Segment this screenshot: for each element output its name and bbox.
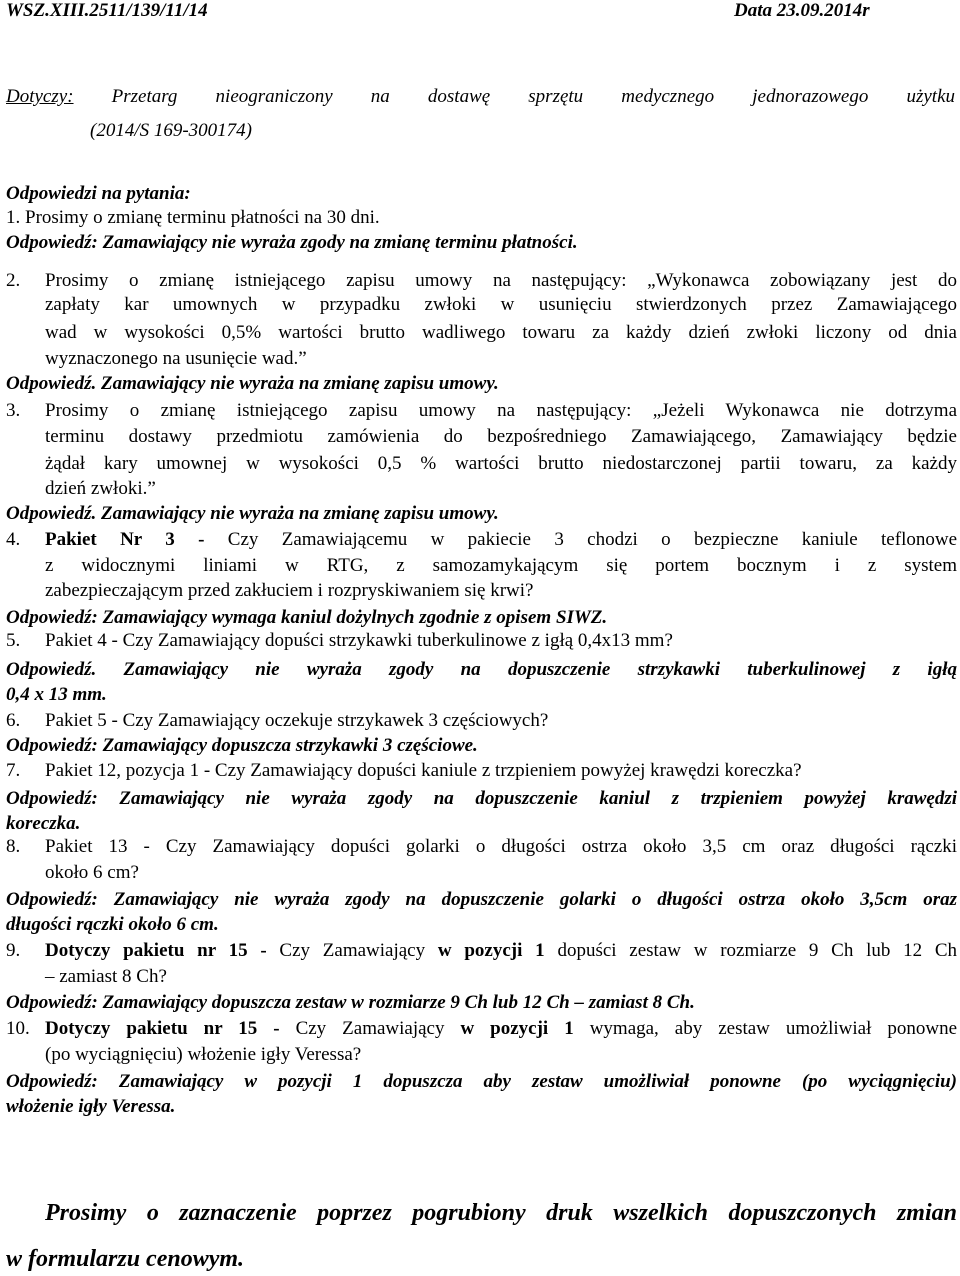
answer-line: Zamawiający nie wyraża na zmianę zapisu umowy. bbox=[101, 373, 499, 394]
answer-line: Zamawiający nie wyraża zgody na dopuszczenie kaniul z trzpieniem powyżej krawędzi bbox=[119, 788, 958, 809]
answer-2 bbox=[6, 373, 499, 395]
question-line: zapłaty kar umownych w przypadku zwłoki w usunięciu stwierdzonych przez Zamawiającego bbox=[45, 294, 957, 315]
question-line: zabezpieczającym przed zakłuciem i rozpryskiwaniem się krwi? bbox=[45, 580, 534, 601]
subject-text: Przetarg nieograniczony na dostawę sprzętu medycznego jednorazowego użytku bbox=[111, 86, 955, 107]
question-bold-mid: w pozycji 1 bbox=[437, 940, 545, 961]
question-line: (po wyciągnięciu) włożenie igły Veressa? bbox=[45, 1044, 362, 1065]
item-3-number: 3. bbox=[6, 400, 21, 421]
question-line: żądał kary umownej w wysokości 0,5 % wartości brutto niedostarczonej partii towaru, za każdy bbox=[45, 453, 957, 474]
question-line bbox=[45, 1018, 957, 1040]
answer-label: Odpowiedź: bbox=[6, 607, 98, 628]
answer-line: Zamawiający nie wyraża zgody na dopuszczenie golarki o długości ostrza około 3,5cm oraz bbox=[113, 889, 957, 910]
question-line: terminu dostawy przedmiotu zamówienia do bezpośredniego Zamawiającego, Zamawiający będzie bbox=[45, 426, 957, 447]
question-bold-prefix: Dotyczy pakietu nr 15 - bbox=[45, 1018, 280, 1039]
item-number: 1. bbox=[6, 207, 21, 228]
question-bold-mid: w pozycji 1 bbox=[460, 1018, 574, 1039]
answers-heading: Odpowiedzi na pytania: bbox=[6, 183, 191, 204]
answer-label: Odpowiedź. bbox=[6, 373, 97, 394]
question-line: Prosimy o zmianę istniejącego zapisu umowy na następujący: „Jeżeli Wykonawca nie dotrzyma bbox=[45, 400, 957, 421]
question-text: wymaga, aby zestaw umożliwiał ponowne bbox=[589, 1018, 957, 1039]
question-line bbox=[45, 529, 957, 551]
answer-line: Zamawiający dopuszcza strzykawki 3 częściowe. bbox=[102, 735, 478, 756]
question-line: Pakiet 12, pozycja 1 - Czy Zamawiający dopuści kaniule z trzpieniem powyżej krawędzi koreczka? bbox=[45, 760, 802, 781]
answer-line: Zamawiający nie wyraża na zmianę zapisu umowy. bbox=[101, 503, 499, 524]
answer-line: włożenie igły Veressa. bbox=[6, 1096, 176, 1117]
question-bold-prefix: Dotyczy pakietu nr 15 - bbox=[45, 940, 267, 961]
answer-line: koreczka. bbox=[6, 813, 81, 834]
question-text: Czy Zamawiający bbox=[279, 940, 426, 961]
question-line: Pakiet 4 - Czy Zamawiający dopuści strzykawki tuberkulinowe z igłą 0,4x13 mm? bbox=[45, 630, 673, 651]
question-bold-prefix: Pakiet Nr 3 - bbox=[45, 529, 205, 550]
question-text: Czy Zamawiający bbox=[295, 1018, 445, 1039]
item-1 bbox=[6, 207, 380, 229]
date-value: 23.09.2014r bbox=[776, 0, 870, 21]
question-line: dzień zwłoki.” bbox=[45, 478, 156, 499]
question-line: Pakiet 13 - Czy Zamawiający dopuści golarki o długości ostrza około 3,5 cm oraz długości rączki bbox=[45, 836, 957, 857]
item-7-number: 7. bbox=[6, 760, 21, 781]
question-line bbox=[45, 940, 957, 962]
footer-note-line-1: Prosimy o zaznaczenie poprzez pogrubiony druk wszelkich dopuszczonych zmian bbox=[45, 1200, 957, 1226]
answer-1 bbox=[6, 232, 578, 254]
document-date bbox=[734, 0, 870, 22]
item-5-number: 5. bbox=[6, 630, 21, 651]
question-line: wad w wysokości 0,5% wartości brutto wadliwego towaru za każdy dzień zwłoki liczony od dnia bbox=[45, 322, 957, 343]
footer-note-line-2: w formularzu cenowym. bbox=[6, 1246, 245, 1272]
answer-label: Odpowiedź: bbox=[6, 788, 98, 809]
question-line: Prosimy o zmianę terminu płatności na 30 dni. bbox=[25, 207, 380, 228]
answer-5 bbox=[6, 659, 957, 681]
item-9-number: 9. bbox=[6, 940, 21, 961]
answer-line: Zamawiający nie wyraża zgody na dopuszczenie strzykawki tuberkulinowej z igłą bbox=[123, 659, 957, 680]
answer-7 bbox=[6, 788, 957, 810]
question-line: wyznaczonego na usunięcie wad.” bbox=[45, 348, 307, 369]
question-line: – zamiast 8 Ch? bbox=[45, 966, 167, 987]
item-2-number: 2. bbox=[6, 270, 21, 291]
answer-label: Odpowiedź: bbox=[6, 1071, 98, 1092]
answer-line: 0,4 x 13 mm. bbox=[6, 684, 107, 705]
answer-9 bbox=[6, 992, 695, 1014]
answer-3 bbox=[6, 503, 499, 525]
question-text: dopuści zestaw w rozmiarze 9 Ch lub 12 Ch bbox=[557, 940, 958, 961]
answer-label: Odpowiedź: bbox=[6, 889, 98, 910]
document-reference: WSZ.XIII.2511/139/11/14 bbox=[6, 0, 208, 21]
answer-line: Zamawiający dopuszcza zestaw w rozmiarze 9 Ch lub 12 Ch – zamiast 8 Ch. bbox=[102, 992, 695, 1013]
subject-ref: (2014/S 169-300174) bbox=[90, 120, 253, 141]
answer-10 bbox=[6, 1071, 957, 1093]
question-line: Prosimy o zmianę istniejącego zapisu umowy na następujący: „Wykonawca zobowiązany jest do bbox=[45, 270, 957, 291]
date-label: Data bbox=[734, 0, 772, 21]
question-line: z widocznymi liniami w RTG, z samozamykającym się portem bocznym i z system bbox=[45, 555, 957, 576]
question-line: około 6 cm? bbox=[45, 862, 139, 883]
question-text: Czy Zamawiającemu w pakiecie 3 chodzi o bezpieczne kaniule teflonowe bbox=[227, 529, 958, 550]
question-line: Pakiet 5 - Czy Zamawiający oczekuje strzykawek 3 częściowych? bbox=[45, 710, 549, 731]
answer-label: Odpowiedź: bbox=[6, 735, 98, 756]
subject-line bbox=[6, 86, 955, 108]
answer-label: Odpowiedź. bbox=[6, 503, 97, 524]
answer-line: długości rączki około 6 cm. bbox=[6, 914, 219, 935]
answer-label: Odpowiedź: bbox=[6, 992, 98, 1013]
answer-line: Zamawiający wymaga kaniul dożylnych zgodnie z opisem SIWZ. bbox=[102, 607, 608, 628]
answer-4 bbox=[6, 607, 607, 629]
subject-label: Dotyczy: bbox=[6, 86, 74, 107]
item-8-number: 8. bbox=[6, 836, 21, 857]
answer-8 bbox=[6, 889, 957, 911]
item-10-number: 10. bbox=[6, 1018, 30, 1039]
item-4-number: 4. bbox=[6, 529, 21, 550]
answer-line: Zamawiający w pozycji 1 dopuszcza aby zestaw umożliwiał ponowne (po wyciągnięciu) bbox=[118, 1071, 958, 1092]
answer-6 bbox=[6, 735, 478, 757]
item-6-number: 6. bbox=[6, 710, 21, 731]
answer-line: Zamawiający nie wyraża zgody na zmianę terminu płatności. bbox=[102, 232, 578, 253]
answer-label: Odpowiedź. bbox=[6, 659, 97, 680]
answer-label: Odpowiedź: bbox=[6, 232, 98, 253]
